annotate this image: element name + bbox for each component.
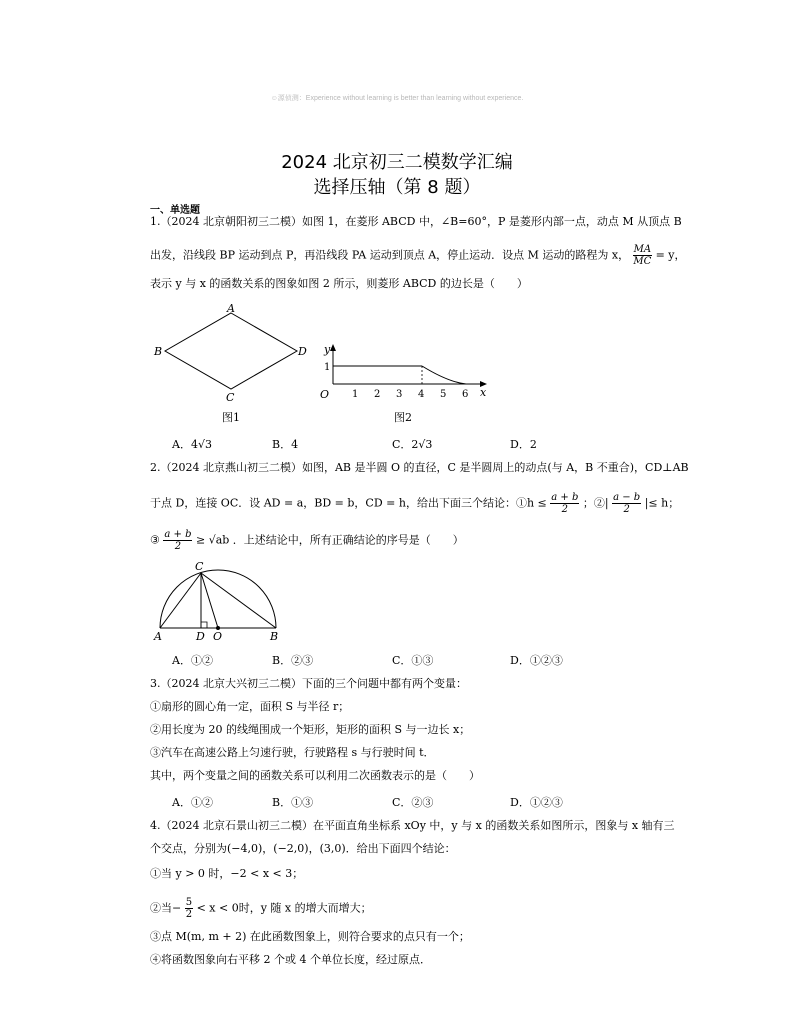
q1-frac-den: MC <box>633 256 652 267</box>
graph-one-label: 1 <box>324 362 331 373</box>
q2-f3-den: 2 <box>174 541 182 552</box>
q2-line-3 <box>150 529 464 552</box>
q2-fraction-2 <box>612 492 641 515</box>
q3-line-3: ②用长度为 20 的线绳围成一个矩形，矩形的面积 S 与一边长 x； <box>150 723 471 736</box>
q2-line-2 <box>150 492 679 515</box>
q2-option-c: C．①③ <box>392 654 434 667</box>
q4-line-5: ③点 M(m, m + 2) 在此函数图象上，则符合要求的点只有一个； <box>150 930 470 943</box>
q3-line-2: ①扇形的圆心角一定，面积 S 与半径 r； <box>150 700 350 713</box>
graph-x-label: x <box>480 386 487 399</box>
q4-line-6: ④将函数图象向右平移 2 个或 4 个单位长度，经过原点． <box>150 953 431 966</box>
graph-tick-3: 3 <box>396 389 403 400</box>
fig2-caption: 图2 <box>394 411 412 424</box>
q4-line-4a: ②当− <box>150 901 182 915</box>
q2-f1-den: 2 <box>561 504 568 515</box>
q4-line-4 <box>150 897 372 920</box>
q1-line-2b: = y， <box>655 248 686 262</box>
section-heading: 一、单选题 <box>150 205 200 216</box>
q3-line-1: 3.（2024 北京大兴初三二模）下面的三个问题中都有两个变量： <box>150 677 467 690</box>
fig-label-d: D <box>196 630 205 642</box>
q2-f2-num: a − b <box>613 492 641 503</box>
q2-fraction-1 <box>550 492 579 515</box>
fig-label-c: C <box>195 560 204 573</box>
q3-option-c: C．②③ <box>392 796 434 809</box>
q1-line-2 <box>150 244 686 267</box>
q4-line-1: 4.（2024 北京石景山初三二模）在平面直角坐标系 xOy 中，y 与 x 的函数关系如图所示，图象与 x 轴有三 <box>150 819 675 832</box>
q2-f1-num: a + b <box>551 492 579 503</box>
q1-line-3: 表示 y 与 x 的函数关系的图象如图 2 所示，则菱形 ABCD 的边长是（ ） <box>150 277 528 290</box>
fig1-caption: 图1 <box>222 411 240 424</box>
rh-label-d: D <box>298 345 307 358</box>
graph-tick-4: 4 <box>418 389 425 400</box>
q4-line-3: ①当 y > 0 时，−2 < x < 3； <box>150 867 304 880</box>
q2-line-3a: ③ <box>150 533 160 547</box>
q2-figure <box>150 558 290 642</box>
graph-tick-2: 2 <box>374 389 381 400</box>
rh-label-b: B <box>154 345 163 358</box>
q4-frac-den: 2 <box>185 909 193 920</box>
watermark: ☺源侦测：Experience without learning is better than learning without experience. <box>270 95 524 102</box>
q1-option-d: D．2 <box>510 438 537 451</box>
graph-y-label: y <box>324 343 331 356</box>
fig-label-o: O <box>213 630 223 642</box>
q1-line-2a: 出发，沿线段 BP 运动到点 P，再沿线段 PA 运动到顶点 A，停止运动．设点 M 运动的路程为 x， <box>150 248 630 262</box>
q2-line-2a: 于点 D，连接 OC．设 AD = a，BD = b，CD = h，给出下面三个结论：①h ≤ <box>150 496 547 510</box>
q1-line-1: 1.（2024 北京朝阳初三二模）如图 1，在菱形 ABCD 中，∠B=60°，P 是菱形内部一点，动点 M 从顶点 B <box>150 215 682 228</box>
q2-fraction-3 <box>163 529 192 552</box>
q3-line-4: ③汽车在高速公路上匀速行驶，行驶路程 s 与行驶时间 t． <box>150 746 435 759</box>
q1-frac-num: MA <box>633 244 652 255</box>
q2-line-3b: ≥ √ab ．上述结论中，所有正确结论的序号是（ ） <box>195 533 464 547</box>
q4-fraction <box>185 897 193 920</box>
q2-line-2b: ；②| <box>582 496 609 510</box>
graph-tick-5: 5 <box>440 389 447 400</box>
graph-tick-6: 6 <box>462 389 469 400</box>
q1-option-b: B．4 <box>272 438 299 451</box>
q2-line-2c: |≤ h； <box>644 496 680 510</box>
graph-tick-1: 1 <box>352 389 359 400</box>
q4-line-4b: < x < 0时，y 随 x 的增大而增大； <box>196 901 372 915</box>
q2-f2-den: 2 <box>623 504 630 515</box>
q1-figure-1 <box>150 300 310 405</box>
rh-label-a: A <box>227 302 235 315</box>
q2-option-d: D．①②③ <box>510 654 563 667</box>
q1-option-a: A．4√3 <box>172 438 212 451</box>
page-title: 2024 北京初三二模数学汇编 <box>281 152 513 173</box>
q3-option-a: A．①② <box>172 796 213 809</box>
q4-frac-num: 5 <box>185 897 193 908</box>
q3-option-b: B．①③ <box>272 796 314 809</box>
q1-figure-2 <box>315 340 495 405</box>
page-subtitle: 选择压轴（第 8 题） <box>313 177 481 198</box>
q1-option-c: C．2√3 <box>392 438 433 451</box>
q1-fraction <box>633 244 652 267</box>
graph-origin-label: O <box>320 388 330 401</box>
q2-option-b: B．②③ <box>272 654 314 667</box>
q2-option-a: A．①② <box>172 654 213 667</box>
q3-option-d: D．①②③ <box>510 796 563 809</box>
q2-line-1: 2.（2024 北京燕山初三二模）如图，AB 是半圆 O 的直径，C 是半圆周上的动点(与 A，B 不重合)，CD⊥AB <box>150 461 689 474</box>
q4-line-2: 个交点，分别为(−4,0)，(−2,0)，(3,0)．给出下面四个结论： <box>150 842 456 855</box>
rh-label-c: C <box>226 391 235 404</box>
q3-line-5: 其中，两个变量之间的函数关系可以利用二次函数表示的是（ ） <box>150 769 480 782</box>
q2-f3-num: a + b <box>164 529 192 540</box>
fig-label-b: B <box>270 630 279 642</box>
fig-label-a: A <box>154 630 162 642</box>
